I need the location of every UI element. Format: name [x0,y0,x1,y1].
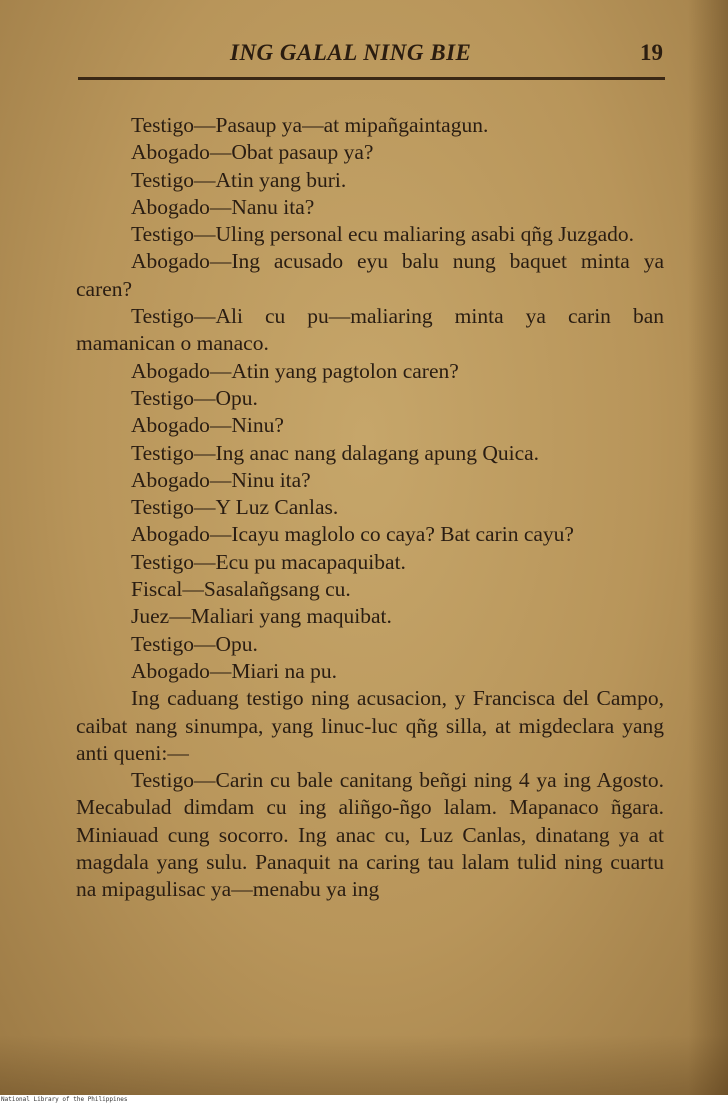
paragraph: Abogado—Ninu ita? [131,467,311,492]
paragraph: Testigo—Y Luz Canlas. [131,495,339,520]
footer-credit: National Library of the Philippines [1,1096,128,1103]
paragraph: Ing caduang testigo ning acusacion, y Francisca del Campo, caibat nang sinumpa, yang linuc-luc qñg silla, at migdeclara yang anti queni:— [76,686,664,765]
paragraph: Testigo—Opu. [131,385,258,410]
paragraph: Testigo—Atin yang buri. [131,167,347,192]
paragraph: Abogado—Icayu maglolo co caya? Bat carin cayu? [131,522,574,547]
paragraph: Testigo—Carin cu bale canitang beñgi ning 4 ya ing Agosto. Mecabulad dimdam cu ing aliñgo-ñgo lalam. Mapanaco ñgara. Miniauad cung socorro. Ing anac cu, Luz Canlas, dinatang ya at magdala yang sulu. Panaquit na caring tau lalam tulid ning cuartu na mipagulisac ya—menabu ya ing [76,768,664,902]
paragraph: Testigo—Uling personal ecu maliaring asabi qñg Juzgado. [131,222,635,247]
paragraph: Abogado—Nanu ita? [131,194,315,219]
paragraph: Testigo—Ecu pu macapaquibat. [131,549,406,574]
paragraph: Abogado—Obat pasaup ya? [131,140,374,165]
header-rule [78,77,665,80]
paragraph: Abogado—Miari na pu. [131,658,338,683]
paragraph: Testigo—Ali cu pu—maliaring minta ya carin ban mamanican o manaco. [76,304,664,356]
paragraph: Testigo—Opu. [131,631,258,656]
paragraph: Abogado—Ninu? [131,413,284,438]
paragraph: Testigo—Pasaup ya—at mipañgaintagun. [131,113,489,137]
page-number: 19 [640,40,663,65]
body-text [76,112,664,904]
running-head: ING GALAL NING BIE [230,40,472,65]
paragraph: Testigo—Ing anac nang dalagang apung Quica. [131,440,540,465]
page-bottom-shadow [0,1035,728,1095]
paragraph: Abogado—Ing acusado eyu balu nung baquet minta ya caren? [76,249,664,301]
paragraph: Juez—Maliari yang maquibat. [131,604,392,629]
paragraph: Abogado—Atin yang pagtolon caren? [131,358,459,383]
paragraph: Fiscal—Sasalañgsang cu. [131,577,351,602]
page-edge-shadow [688,0,728,1095]
